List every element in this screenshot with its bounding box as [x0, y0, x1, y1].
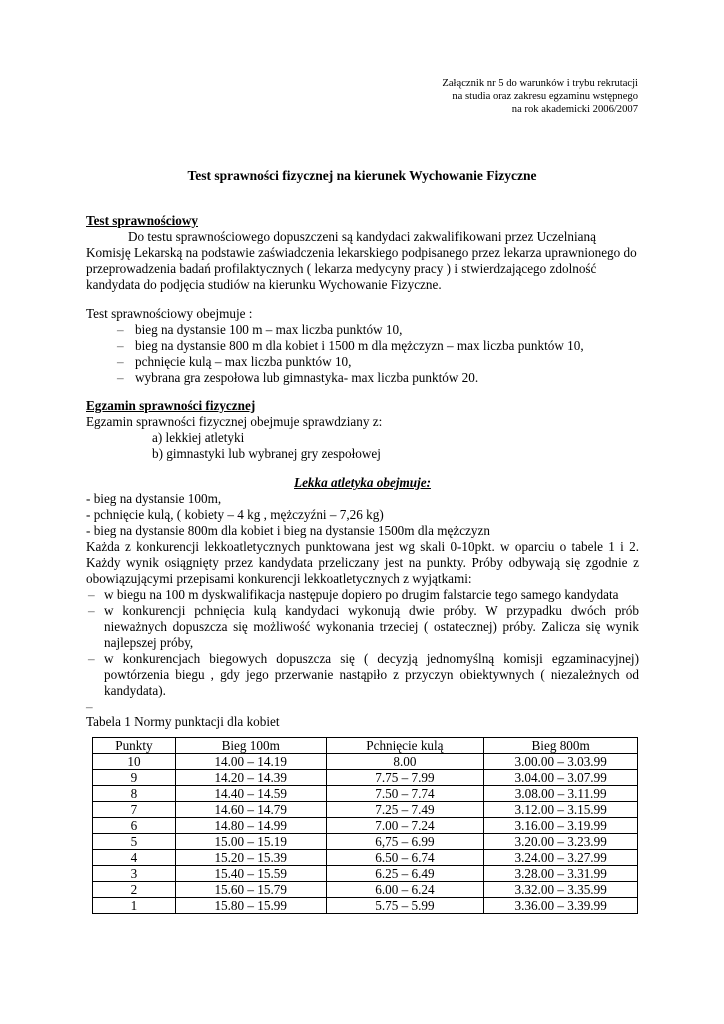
table-cell: 14.00 – 14.19 — [175, 754, 326, 770]
list-item: – w biegu na 100 m dyskwalifikacja następuje dopiero po drugim falstarcie tego samego kandydata — [88, 587, 619, 602]
attachment-note — [442, 77, 638, 116]
athletics-section — [86, 475, 639, 730]
scope-list — [86, 322, 639, 386]
table-cell: 7.00 – 7.24 — [326, 818, 484, 834]
table-row — [93, 818, 638, 834]
document-title: Test sprawności fizycznej na kierunek Wychowanie Fizyczne — [187, 168, 537, 183]
table-cell: 4 — [93, 850, 176, 866]
table-cell: 15.40 – 15.59 — [175, 866, 326, 882]
table-cell: 3.24.00 – 3.27.99 — [484, 850, 638, 866]
table-cell: 2 — [93, 882, 176, 898]
table-cell: 8.00 — [326, 754, 484, 770]
table-cell: 15.20 – 15.39 — [175, 850, 326, 866]
table-cell: 3.36.00 – 3.39.99 — [484, 898, 638, 914]
table-cell: 5 — [93, 834, 176, 850]
table-cell: 10 — [93, 754, 176, 770]
athletics-paragraph: Każda z konkurencji lekkoatletycznych punktowana jest wg skali 0-10pkt. w oparciu o tabele 1 i 2. Każdy wynik osiągnięty przez kandydata przeliczany jest na punkty. Próby odbywają się zgodnie z obowiązującymi przepisami konkurencji lekkoatletycznych z wyjątkami: — [86, 539, 639, 586]
exceptions-list — [86, 587, 639, 699]
list-item: – w konkurencji pchnięcia kulą kandydaci wykonują dwie próby. W przypadku dwóch prób nieważnych dopuszcza się możliwość wykonania trzeciej ( ostatecznej) próby. Zalicza się wynik najlepszej próby, — [88, 603, 639, 650]
table-cell: 8 — [93, 786, 176, 802]
attachment-note-line: Załącznik nr 5 do warunków i trybu rekrutacji — [442, 78, 638, 89]
table-cell: 3.28.00 – 3.31.99 — [484, 866, 638, 882]
section-heading: Test sprawnościowy — [86, 213, 198, 228]
table-cell: 14.80 – 14.99 — [175, 818, 326, 834]
table-header-row — [93, 738, 638, 754]
table-row — [93, 850, 638, 866]
exam-section — [86, 398, 639, 462]
table-cell: 15.80 – 15.99 — [175, 898, 326, 914]
dash-marker: – — [117, 370, 124, 385]
table-cell: 6 — [93, 818, 176, 834]
list-item: – w konkurencjach biegowych dopuszcza się ( decyzją jednomyślną komisji egzaminacyjnej) powtórzenia biegu , gdy jego przerwanie nastąpiło z przyczyn obiektywnych ( niezależnych od kandydata). — [88, 651, 639, 698]
table-caption: Tabela 1 Normy punktacji dla kobiet — [86, 714, 280, 729]
table-cell: 3.12.00 – 3.15.99 — [484, 802, 638, 818]
section-heading: Egzamin sprawności fizycznej — [86, 398, 256, 413]
list-item: – pchnięcie kulą – max liczba punktów 10, — [117, 354, 352, 369]
fitness-test-scope — [86, 306, 639, 386]
table-cell: 1 — [93, 898, 176, 914]
table-cell: 7.50 – 7.74 — [326, 786, 484, 802]
table-row — [93, 834, 638, 850]
women-scoring-table — [92, 737, 638, 914]
list-item: a) lekkiej atletyki — [152, 430, 245, 445]
table-cell: 15.60 – 15.79 — [175, 882, 326, 898]
table-cell: 15.00 – 15.19 — [175, 834, 326, 850]
dash-marker: – — [88, 603, 95, 618]
athletics-line: - pchnięcie kulą, ( kobiety – 4 kg , mężczyźni – 7,26 kg) — [86, 507, 384, 522]
dash-marker: – — [88, 651, 95, 666]
column-header: Punkty — [93, 738, 176, 754]
table-cell: 6.50 – 6.74 — [326, 850, 484, 866]
list-item: – bieg na dystansie 100 m – max liczba punktów 10, — [117, 322, 403, 337]
table-cell: 3.16.00 – 3.19.99 — [484, 818, 638, 834]
column-header: Bieg 800m — [484, 738, 638, 754]
table-cell: 6.25 – 6.49 — [326, 866, 484, 882]
table-cell: 14.40 – 14.59 — [175, 786, 326, 802]
table-cell: 3.20.00 – 3.23.99 — [484, 834, 638, 850]
list-item: b) gimnastyki lub wybranej gry zespołowej — [152, 446, 381, 461]
table-row — [93, 786, 638, 802]
table-cell: 14.20 – 14.39 — [175, 770, 326, 786]
attachment-note-line: na studia oraz zakresu egzaminu wstępnego — [452, 91, 638, 102]
dash-marker: – — [88, 587, 95, 602]
trailing-marker: – — [86, 699, 93, 714]
athletics-heading: Lekka atletyka obejmuje: — [294, 475, 431, 490]
table-cell: 7 — [93, 802, 176, 818]
table-cell: 3.08.00 – 3.11.99 — [484, 786, 638, 802]
table-row — [93, 802, 638, 818]
list-item: – wybrana gra zespołowa lub gimnastyka- max liczba punktów 20. — [117, 370, 479, 385]
table-cell: 7.25 – 7.49 — [326, 802, 484, 818]
fitness-test-section — [86, 213, 639, 293]
athletics-line: - bieg na dystansie 100m, — [86, 491, 222, 506]
dash-marker: – — [117, 322, 124, 337]
table-row — [93, 898, 638, 914]
section-paragraph: Do testu sprawnościowego dopuszczeni są kandydaci zakwalifikowani przez Uczelnianą Komisję Lekarską na podstawie zaświadczenia lekarskiego podpisanego przez lekarza uprawnionego do przeprowadzenia badań profilaktycznych ( lekarza medycyny pracy ) i stwierdzającego zdolność kandydata do podjęcia studiów na kierunku Wychowanie Fizyczne. — [86, 229, 637, 292]
table-row — [93, 882, 638, 898]
athletics-line: - bieg na dystansie 800m dla kobiet i bieg na dystansie 1500m dla mężczyzn — [86, 523, 490, 538]
table-cell: 5.75 – 5.99 — [326, 898, 484, 914]
dash-marker: – — [117, 354, 124, 369]
table-cell: 3 — [93, 866, 176, 882]
column-header: Bieg 100m — [175, 738, 326, 754]
list-item: – bieg na dystansie 800 m dla kobiet i 1500 m dla mężczyzn – max liczba punktów 10, — [117, 338, 584, 353]
table-cell: 6.00 – 6.24 — [326, 882, 484, 898]
table-cell: 3.32.00 – 3.35.99 — [484, 882, 638, 898]
table-row — [93, 754, 638, 770]
table-cell: 3.04.00 – 3.07.99 — [484, 770, 638, 786]
attachment-note-line: na rok akademicki 2006/2007 — [511, 104, 638, 115]
dash-marker: – — [117, 338, 124, 353]
table-cell: 7.75 – 7.99 — [326, 770, 484, 786]
table-row — [93, 866, 638, 882]
exam-intro: Egzamin sprawności fizycznej obejmuje sprawdziany z: — [86, 414, 383, 429]
table-cell: 9 — [93, 770, 176, 786]
table-cell: 6,75 – 6.99 — [326, 834, 484, 850]
column-header: Pchnięcie kulą — [326, 738, 484, 754]
table-row — [93, 770, 638, 786]
scope-intro: Test sprawnościowy obejmuje : — [86, 306, 253, 321]
table-cell: 3.00.00 – 3.03.99 — [484, 754, 638, 770]
table-body — [93, 754, 638, 914]
table-cell: 14.60 – 14.79 — [175, 802, 326, 818]
